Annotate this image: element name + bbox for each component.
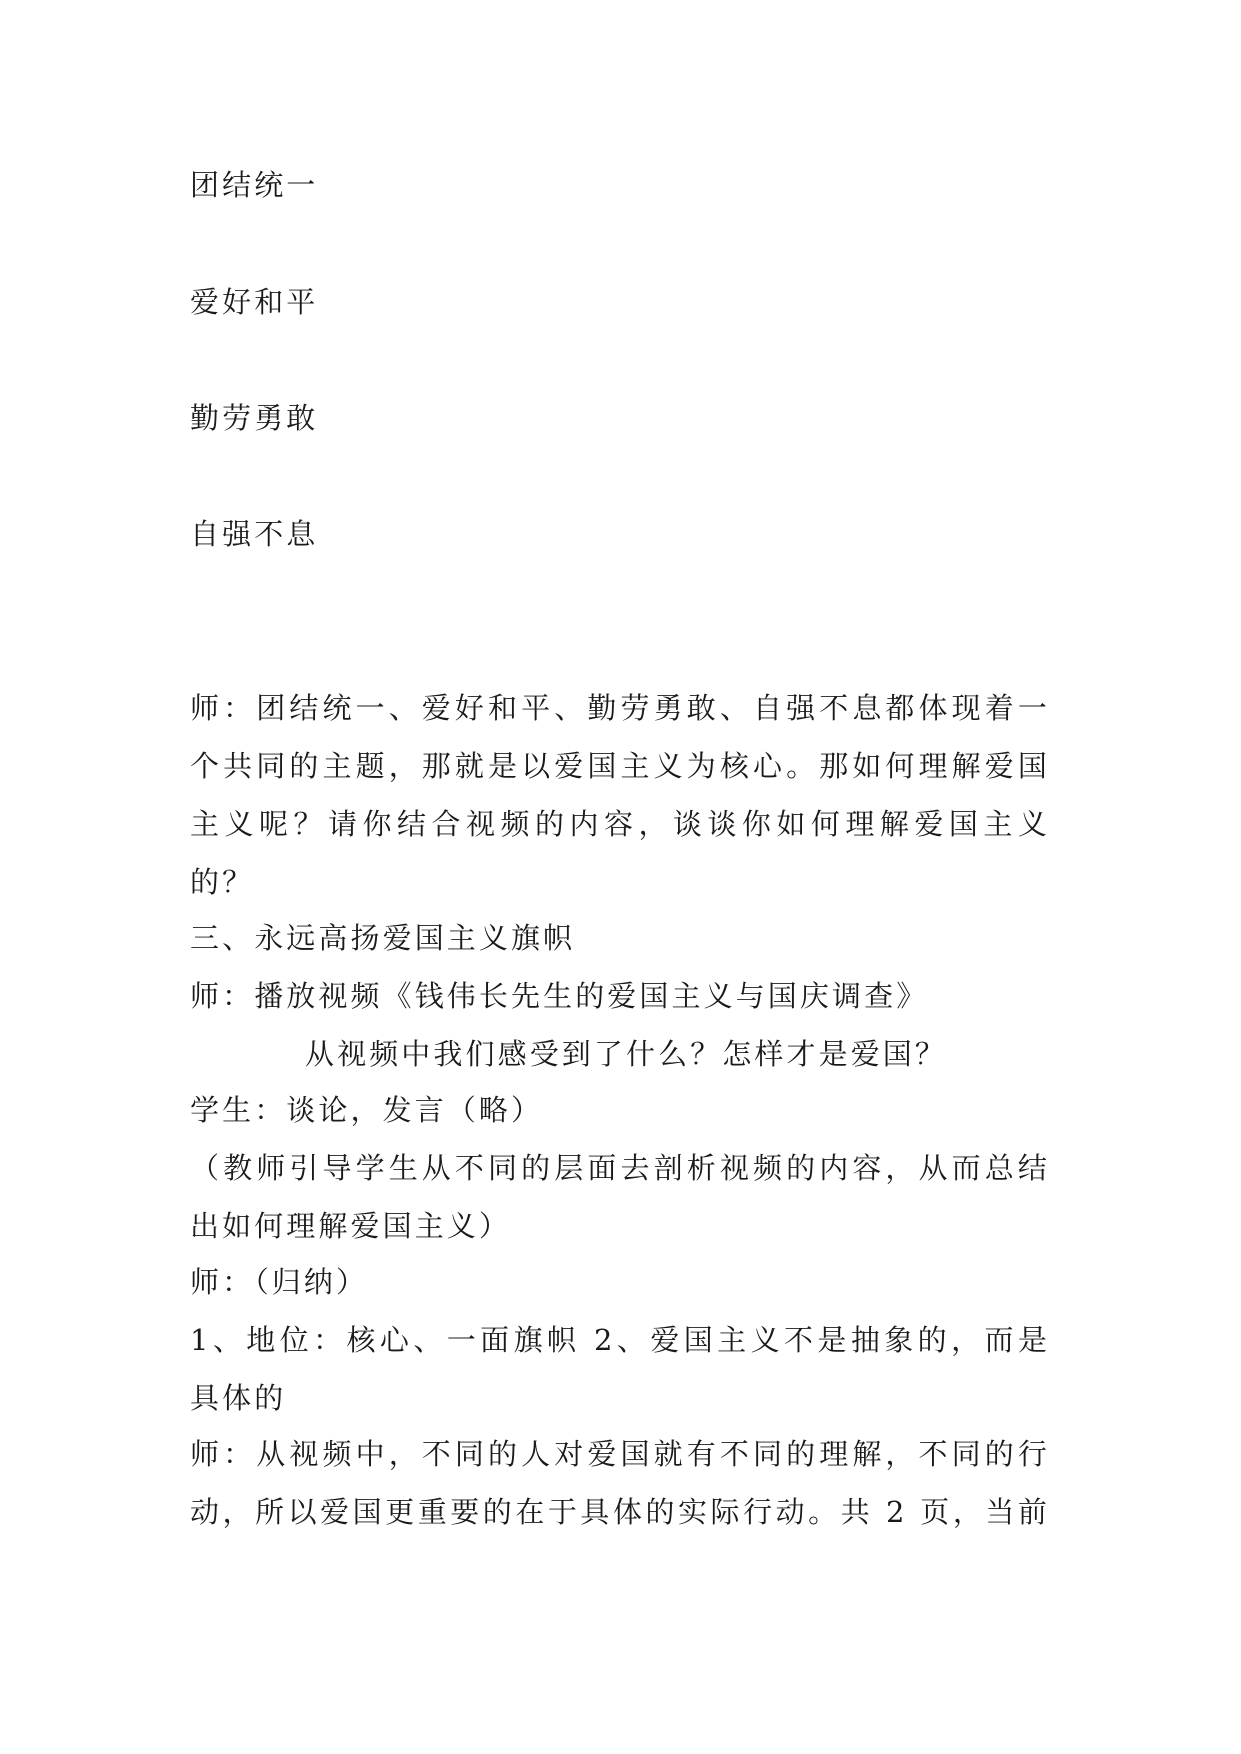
paragraph-line: 师：团结统一、爱好和平、勤劳勇敢、自强不息都体现着一 xyxy=(190,691,1050,725)
paragraph-line: 动，所以爱国更重要的在于具体的实际行动。共 2 页，当前 xyxy=(190,1495,1050,1529)
virtue-self-improvement: 自强不息 xyxy=(190,517,319,551)
paragraph-line: 具体的 xyxy=(190,1381,287,1415)
virtue-diligence: 勤劳勇敢 xyxy=(190,401,319,435)
paragraph-line: 师：播放视频《钱伟长先生的爱国主义与国庆调查》 xyxy=(190,979,929,1013)
paragraph-line: 1、地位：核心、一面旗帜 2、爱国主义不是抽象的，而是 xyxy=(190,1323,1050,1357)
paragraph-line: （教师引导学生从不同的层面去剖析视频的内容，从而总结 xyxy=(190,1151,1050,1185)
virtue-unity: 团结统一 xyxy=(190,168,319,202)
section-heading: 三、永远高扬爱国主义旗帜 xyxy=(190,921,576,955)
paragraph-line: 的？ xyxy=(190,865,255,899)
paragraph-line: 主义呢？请你结合视频的内容，谈谈你如何理解爱国主义 xyxy=(190,807,1050,841)
paragraph-line: 师：从视频中，不同的人对爱国就有不同的理解，不同的行 xyxy=(190,1437,1050,1471)
paragraph-line: 从视频中我们感受到了什么？怎样才是爱国？ xyxy=(305,1037,948,1071)
paragraph-line: 出如何理解爱国主义） xyxy=(190,1209,512,1243)
paragraph-line: 师：（归纳） xyxy=(190,1265,369,1299)
paragraph-line: 学生：谈论，发言（略） xyxy=(190,1093,544,1127)
paragraph-line: 个共同的主题，那就是以爱国主义为核心。那如何理解爱国 xyxy=(190,749,1050,783)
virtue-peace: 爱好和平 xyxy=(190,285,319,319)
